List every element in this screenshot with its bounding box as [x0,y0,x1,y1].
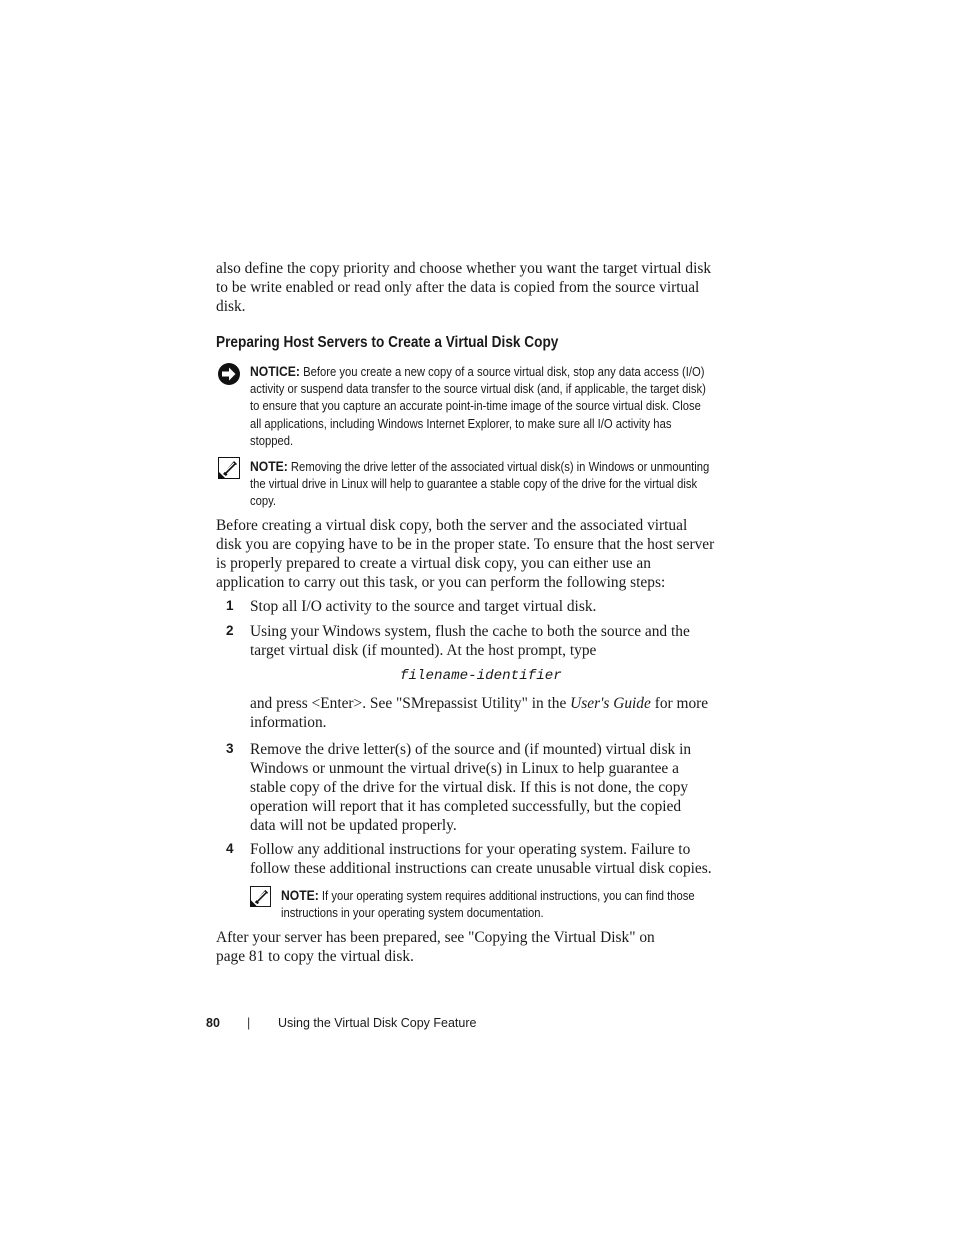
notice-label: NOTICE: [250,364,300,379]
note-block [250,458,714,511]
step-text: Using your Windows system, flush the cache to both the source and the target virtual disk (if mounted). At the host prompt, type [250,623,690,659]
note-text: Removing the drive letter of the associated virtual disk(s) in Windows or unmounting the virtual drive in Linux will help to guarantee a stable copy of the drive for the virtual disk copy. [250,460,710,509]
users-guide-title: User's Guide [570,695,651,712]
step-number: 2 [226,623,234,638]
note-pencil-icon [218,457,240,479]
step-text: Follow any additional instructions for your operating system. Failure to follow these additional instructions can create unusable virtual disk copies. [250,841,712,877]
page-number: 80 [206,1016,220,1030]
step-continuation-text: for more information. [250,695,709,731]
note-label: NOTE: [281,888,319,903]
body-paragraph: Before creating a virtual disk copy, both the server and the associated virtual disk you are copying have to be in the proper state. To ensure that the host server is properly prepared to create a virtual disk copy, you can either use an application to carry out this task, or you can perform the following steps: [216,517,715,591]
step-number: 1 [226,598,234,613]
step-number: 3 [226,741,234,756]
note-pencil-icon [250,886,271,907]
note-block [281,887,713,922]
notice-text: Before you create a new copy of a source virtual disk, stop any data access (I/O) activity or suspend data transfer to the source virtual disk (and, if applicable, the target disk) to ensure that you capture an accurate point-in-time image of the source virtual disk. Close all applications, including Windows Internet Explorer, to make sure all I/O activity has stopped. [250,365,706,448]
note-text: If your operating system requires additional instructions, you can find those instructions in your operating system documentation. [281,889,695,921]
footer-separator: | [247,1016,251,1030]
closing-paragraph: After your server has been prepared, see "Copying the Virtual Disk" on page 81 to copy the virtual disk. [216,929,655,965]
command-text: filename-identifier [400,668,562,684]
notice-icon [217,362,241,386]
step-continuation [250,694,720,732]
notice-block [250,363,714,450]
step-number: 4 [226,841,234,856]
intro-paragraph: also define the copy priority and choose whether you want the target virtual disk to be write enabled or read only after the data is copied from the source virtual disk. [216,260,712,315]
footer-title: Using the Virtual Disk Copy Feature [278,1016,477,1030]
note-label: NOTE: [250,459,288,474]
step-text: Stop all I/O activity to the source and target virtual disk. [250,598,597,615]
step-text: Remove the drive letter(s) of the source and (if mounted) virtual disk in Windows or unmount the virtual drive(s) in Linux to help guarantee a stable copy of the drive for the virtual disk. If this is not done, the copy operation will report that it has completed successfully, but the copied data will not be updated properly. [250,741,692,834]
section-heading: Preparing Host Servers to Create a Virtual Disk Copy [216,334,559,351]
step-continuation-text: and press <Enter>. See "SMrepassist Utility" in the [250,695,571,712]
